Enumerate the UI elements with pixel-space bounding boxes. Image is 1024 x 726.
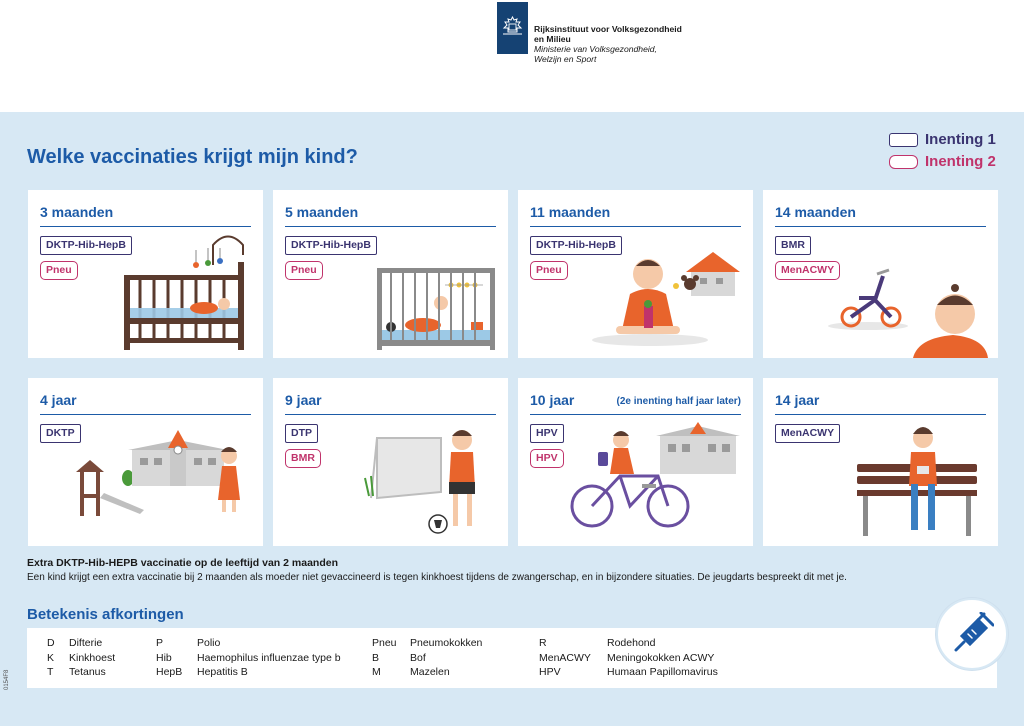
abbr-meaning: Meningokokken ACWY (607, 652, 715, 664)
vaccine-badge-inenting-1: DKTP-Hib-HepB (530, 236, 622, 255)
card-14-maanden (763, 190, 998, 358)
card-5-maanden (273, 190, 508, 358)
vaccine-badge-inenting-2: BMR (285, 449, 321, 468)
card-9-jaar (273, 378, 508, 546)
card-divider (775, 414, 986, 415)
abbr-code: HPV (539, 666, 561, 678)
coat-of-arms-icon (497, 2, 528, 54)
card-age: 5 maanden (285, 204, 359, 220)
abbr-meaning: Humaan Papillomavirus (607, 666, 718, 678)
card-14-jaar (763, 378, 998, 546)
abbr-code: Pneu (372, 637, 397, 649)
abbr-meaning: Difterie (69, 637, 103, 649)
card-age: 14 jaar (775, 392, 820, 408)
vaccine-badge-inenting-1: DKTP (40, 424, 81, 443)
card-4-jaar (28, 378, 263, 546)
abbr-meaning: Tetanus (69, 666, 106, 678)
abbr-meaning: Pneumokokken (410, 637, 483, 649)
abbr-meaning: Kinkhoest (69, 652, 116, 664)
abbr-meaning: Haemophilus influenzae type b (197, 652, 341, 664)
abbr-code: K (47, 652, 55, 664)
card-age: 11 maanden (530, 204, 611, 220)
abbr-code: R (539, 637, 547, 649)
vaccine-badge-inenting-2: HPV (530, 449, 564, 468)
legend-label-inenting-1: Inenting 1 (925, 131, 996, 148)
abbr-code: P (156, 637, 164, 649)
vaccine-badge-inenting-2: MenACWY (775, 261, 840, 280)
card-divider (285, 414, 496, 415)
vaccine-badge-inenting-2: Pneu (40, 261, 78, 280)
syringe-badge (936, 598, 1008, 670)
abbr-meaning: Rodehond (607, 637, 656, 649)
legend-label-inenting-2: Inenting 2 (925, 153, 996, 170)
vaccine-badge-inenting-1: DTP (285, 424, 318, 443)
card-age-note: (2e inenting half jaar later) (616, 396, 741, 407)
card-age: 14 maanden (775, 204, 856, 220)
header (0, 0, 1024, 112)
extra-vaccination-text: Een kind krijgt een extra vaccinatie bij 2 maanden als moeder niet gevaccineerd is tegen kinkhoest tijdens de zwangerschap, en in bijzondere situaties. De jeugdarts bespreekt dit met je. (27, 572, 847, 583)
vaccine-badge-inenting-1: DKTP-Hib-HepB (285, 236, 377, 255)
vaccine-badge-inenting-2: Pneu (285, 261, 323, 280)
logo-line-2: en Milieu (534, 34, 571, 44)
abbr-meaning: Bof (410, 652, 426, 664)
card-divider (40, 226, 251, 227)
logo-text (534, 24, 682, 64)
vaccine-badge-inenting-1: MenACWY (775, 424, 840, 443)
card-age: 3 maanden (40, 204, 114, 220)
card-3-maanden (28, 190, 263, 358)
abbr-code: MenACWY (539, 652, 591, 664)
card-divider (530, 414, 741, 415)
card-11-maanden (518, 190, 753, 358)
vaccine-badge-inenting-1: HPV (530, 424, 564, 443)
abbr-code: T (47, 666, 54, 678)
abbr-code: Hib (156, 652, 172, 664)
card-age: 4 jaar (40, 392, 77, 408)
abbr-meaning: Hepatitis B (197, 666, 248, 678)
abbr-meaning: Mazelen (410, 666, 450, 678)
abbr-meaning: Polio (197, 637, 221, 649)
legend-swatch-inenting-1 (889, 133, 918, 147)
abbr-code: B (372, 652, 380, 664)
card-10-jaar (518, 378, 753, 546)
vaccine-badge-inenting-1: DKTP-Hib-HepB (40, 236, 132, 255)
logo-line-4: Welzijn en Sport (534, 54, 597, 64)
abbreviations-title: Betekenis afkortingen (27, 606, 184, 623)
card-divider (530, 226, 741, 227)
card-divider (285, 226, 496, 227)
logo-line-3: Ministerie van Volksgezondheid, (534, 44, 657, 54)
vaccine-badge-inenting-1: BMR (775, 236, 811, 255)
card-age: 10 jaar (530, 392, 575, 408)
card-divider (775, 226, 986, 227)
page-title: Welke vaccinaties krijgt mijn kind? (27, 146, 358, 168)
abbr-code: D (47, 637, 55, 649)
card-age: 9 jaar (285, 392, 322, 408)
abbr-code: M (372, 666, 381, 678)
document-code: 0154F8 (4, 669, 10, 690)
card-divider (40, 414, 251, 415)
logo-line-1: Rijksinstituut voor Volksgezondheid (534, 24, 682, 34)
abbreviations-panel (27, 628, 997, 688)
legend-swatch-inenting-2 (889, 155, 918, 169)
extra-vaccination-title: Extra DKTP-Hib-HEPB vaccinatie op de leeftijd van 2 maanden (27, 557, 338, 569)
abbr-code: HepB (156, 666, 183, 678)
vaccine-badge-inenting-2: Pneu (530, 261, 568, 280)
syringe-icon (950, 612, 994, 656)
